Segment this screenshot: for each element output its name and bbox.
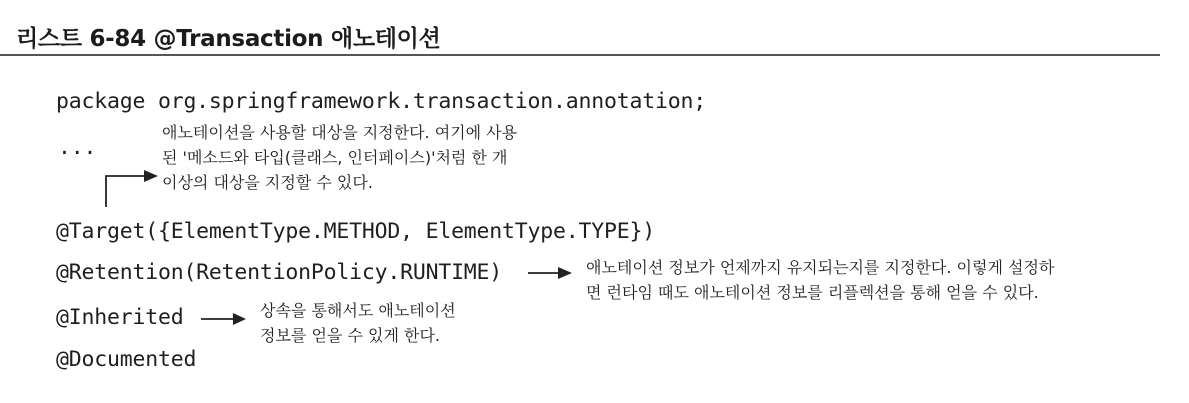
- target-arrow-line: [106, 176, 144, 207]
- listing-title: 리스트 6-84 @Transaction 애노테이션: [16, 26, 441, 52]
- target-note-line: 애노테이션을 사용할 대상을 지정한다. 여기에 사용: [162, 123, 518, 142]
- code-line-inherited: @Inherited: [56, 305, 184, 330]
- inherited-note-line: 정보를 얻을 수 있게 한다.: [260, 326, 440, 345]
- retention-note-line: 면 런타임 때도 애노테이션 정보를 리플렉션을 통해 얻을 수 있다.: [586, 283, 1039, 302]
- code-line-documented: @Documented: [56, 347, 197, 372]
- code-line-ellipsis: ...: [58, 135, 97, 160]
- retention-note-line: 애노테이션 정보가 언제까지 유지되는지를 지정한다. 이렇게 설정하: [586, 258, 1055, 277]
- code-line-target: @Target({ElementType.METHOD, ElementType.TYPE}): [56, 219, 655, 244]
- code-line-retention: @Retention(RetentionPolicy.RUNTIME): [56, 260, 503, 285]
- arrowhead-icon: [233, 313, 246, 325]
- inherited-note-line: 상속을 통해서도 애노테이션: [260, 301, 456, 320]
- target-note-line: 이상의 대상을 지정할 수 있다.: [162, 173, 373, 192]
- arrowhead-icon: [144, 170, 158, 182]
- code-line-package: package org.springframework.transaction.annotation;: [56, 89, 706, 114]
- arrowhead-icon: [558, 267, 572, 279]
- target-note-line: 된 '메소드와 타입(클래스, 인터페이스)'처럼 한 개: [162, 148, 508, 167]
